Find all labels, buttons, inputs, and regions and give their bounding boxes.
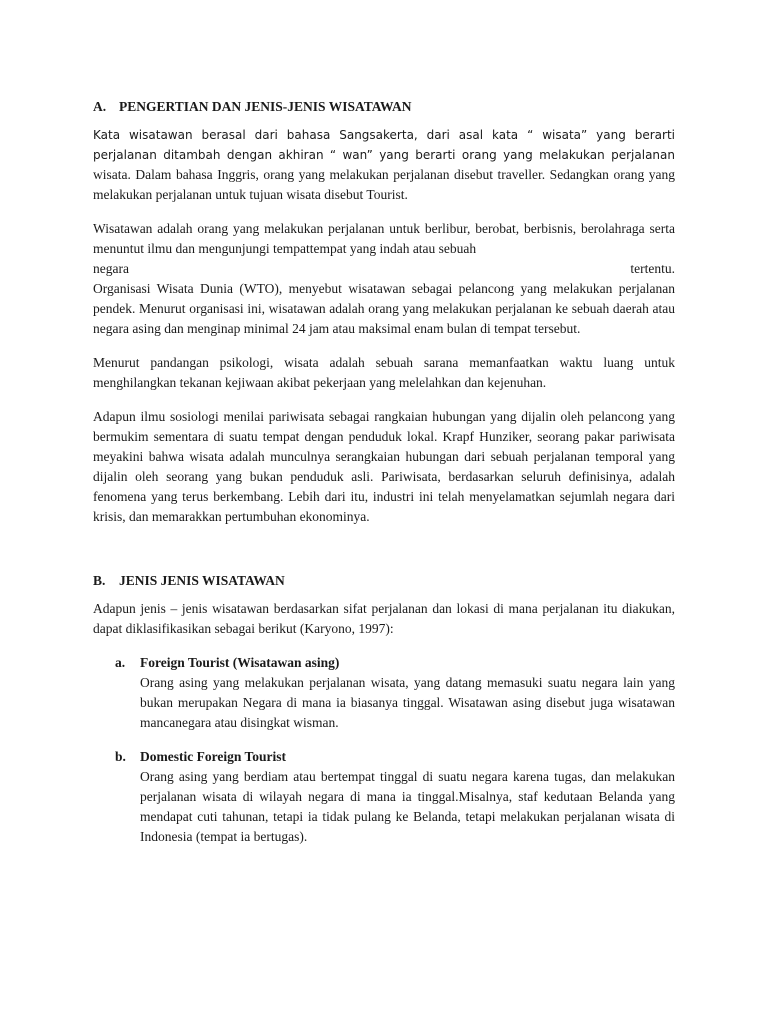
document-page bbox=[93, 97, 675, 861]
list-item-marker: a. bbox=[115, 655, 126, 670]
section-b-intro: Adapun jenis – jenis wisatawan berdasarkan sifat perjalanan dan lokasi di mana perjalanan itu diakukan, dapat diklasifikasikan sebagai berikut (Karyono, 1997): bbox=[93, 601, 675, 636]
section-a-paragraph-3: Menurut pandangan psikologi, wisata adalah sebuah sarana memanfaatkan waktu luang untuk menghilangkan tekanan kejiwaan akibat pekerjaan yang melelahkan dan kejenuhan. bbox=[93, 355, 675, 390]
list-item-marker: b. bbox=[115, 749, 126, 764]
section-a-paragraph-2 bbox=[93, 219, 675, 339]
list-item bbox=[93, 747, 675, 847]
list-item bbox=[93, 653, 675, 733]
section-a-heading bbox=[93, 97, 675, 117]
section-a-letter: A. bbox=[93, 99, 107, 114]
list-item-body: Orang asing yang berdiam atau bertempat tinggal di suatu negara karena tugas, dan melakukan perjalanan wisata di wilayah negara di mana ia tinggal.Misalnya, staf kedutaan Belanda yang mendapat cuti tahunan, tetapi ia tidak pulang ke Belanda, tetapi melakukan perjalanan wisata di Indonesia (tempat ia bertugas). bbox=[140, 769, 675, 844]
paragraph-1-serif-part: wisata. Dalam bahasa Inggris, orang yang melakukan perjalanan disebut traveller. Sedangkan orang yang melakukan perjalanan untuk tujuan wisata disebut Tourist. bbox=[93, 167, 675, 202]
section-a-paragraph-1 bbox=[93, 125, 675, 205]
paragraph-2-tertentu: tertentu. bbox=[630, 261, 675, 276]
section-a-title: PENGERTIAN DAN JENIS-JENIS WISATAWAN bbox=[119, 99, 412, 114]
paragraph-2-spread-line bbox=[93, 259, 675, 279]
section-a-paragraph-4: Adapun ilmu sosiologi menilai pariwisata sebagai rangkaian hubungan yang dijalin oleh pelancong yang bermukim sementara di suatu tempat dengan penduduk lokal. Krapf Hunziker, seorang pakar pariwisata meyakini bahwa wisata adalah munculnya serangkaian hubungan dari sebuah perjalanan temporal yang dijalin oleh seorang yang bukan penduduk asli. Pariwisata, berdasarkan seluruh definisinya, adalah fenomena yang terus berkembang. Lebih dari itu, industri ini telah menyelamatkan sejumlah negara dari krisis, dan memarakkan pertumbuhan ekonominya. bbox=[93, 409, 675, 524]
paragraph-2-start: Wisatawan adalah orang yang melakukan perjalanan untuk berlibur, berobat, berbisnis, berolahraga serta menuntut ilmu dan mengunjungi tempattempat yang indah atau sebuah bbox=[93, 221, 675, 256]
paragraph-1-sans-part: Kata wisatawan berasal dari bahasa Sangsakerta, dari asal kata “ wisata” yang berarti perjalanan ditambah dengan akhiran “ wan” yang berarti orang yang melakukan perjalanan bbox=[93, 128, 675, 162]
section-b-heading bbox=[93, 571, 675, 591]
list-item-body: Orang asing yang melakukan perjalanan wisata, yang datang memasuki suatu negara lain yang bukan merupakan Negara di mana ia biasanya tinggal. Wisatawan asing disebut juga wisatawan mancanegara atau disingkat wisman. bbox=[140, 675, 675, 730]
section-b-letter: B. bbox=[93, 573, 106, 588]
list-item-title: Foreign Tourist (Wisatawan asing) bbox=[140, 655, 340, 670]
paragraph-2-negara: negara bbox=[93, 261, 129, 276]
paragraph-2-rest: Organisasi Wisata Dunia (WTO), menyebut wisatawan sebagai pelancong yang melakukan perjalanan pendek. Menurut organisasi ini, wisatawan adalah orang yang melakukan perjalanan ke sebuah daerah atau negara asing dan menginap minimal 24 jam atau maksimal enam bulan di tempat tersebut. bbox=[93, 281, 675, 336]
section-spacer bbox=[93, 541, 675, 571]
list-item-title: Domestic Foreign Tourist bbox=[140, 749, 286, 764]
section-b-title: JENIS JENIS WISATAWAN bbox=[119, 573, 285, 588]
